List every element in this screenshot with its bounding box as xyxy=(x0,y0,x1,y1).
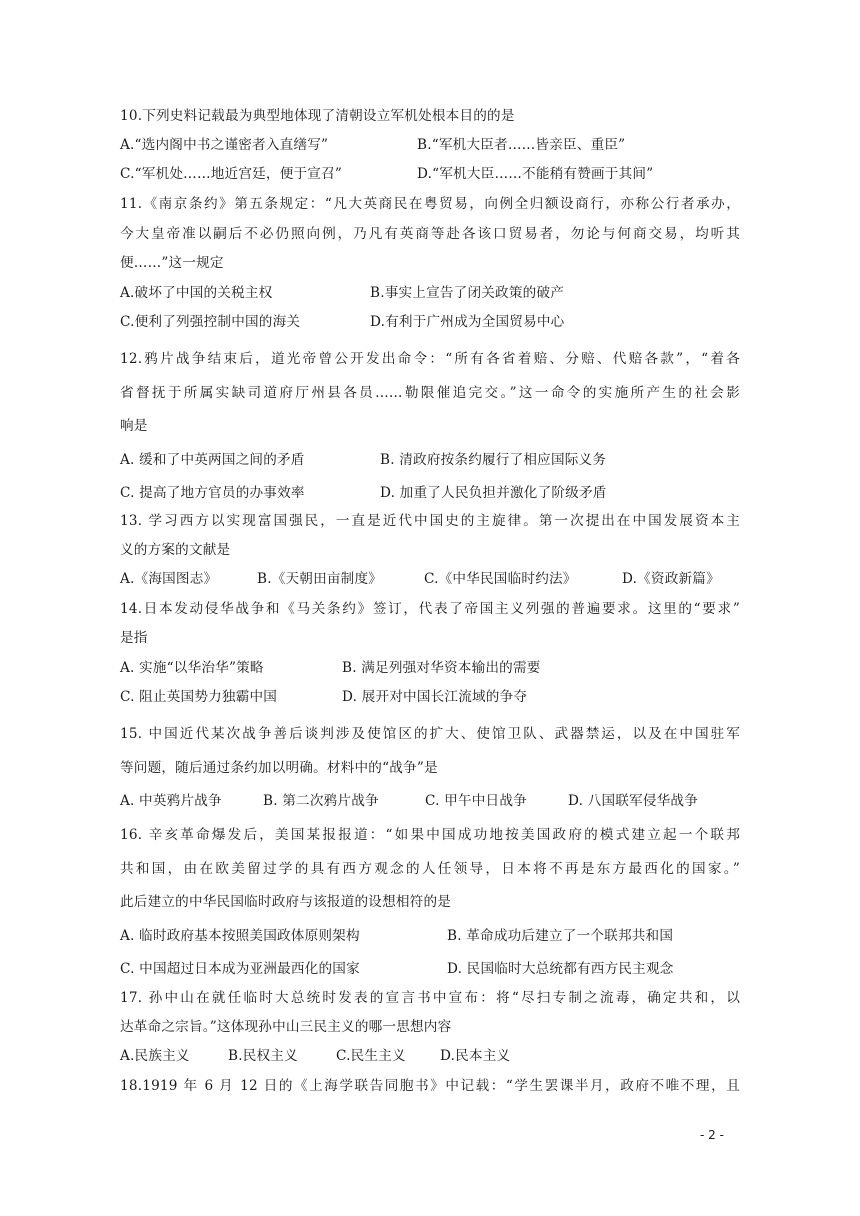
question-17-option-a: A.民族主义 xyxy=(120,1048,190,1064)
question-18-stem-line-1: 18.1919 年 6 月 12 日的《上海学联告同胞书》中记载：“学生罢课半月，政府不唯不理，且 xyxy=(120,1078,740,1094)
question-10-option-a: A.“选内阁中书之谨密者入直缮写” xyxy=(120,137,329,153)
question-11-stem-line-2: 今大皇帝准以嗣后不必仍照向例，乃凡有英商等赴各该口贸易者，勿论与何商交易，均听其 xyxy=(120,226,740,242)
question-12-stem-line-2: 省督抚于所属实缺司道府厅州县各员……勒限催追完交。”这一命令的实施所产生的社会影 xyxy=(120,385,740,401)
question-14-stem-line-2: 是指 xyxy=(120,630,148,646)
question-13-stem-line-1: 13. 学习西方以实现富国强民，一直是近代中国史的主旋律。第一次提出在中国发展资本主 xyxy=(120,513,740,529)
question-13-option-c: C.《中华民国临时约法》 xyxy=(424,571,577,587)
question-13-option-a: A.《海国图志》 xyxy=(120,571,218,587)
question-12-option-a: A. 缓和了中英两国之间的矛盾 xyxy=(120,452,305,468)
question-12-option-d: D. 加重了人民负担并激化了阶级矛盾 xyxy=(380,485,607,501)
question-12-stem-line-1: 12.鸦片战争结束后，道光帝曾公开发出命令：“所有各省着赔、分赔、代赔各款”，“着各 xyxy=(120,351,740,367)
question-15-stem-line-1: 15. 中国近代某次战争善后谈判涉及使馆区的扩大、使馆卫队、武器禁运，以及在中国驻军 xyxy=(120,726,740,742)
question-11-stem-line-1: 11.《南京条约》第五条规定：“凡大英商民在粤贸易，向例全归额设商行，亦称公行者承办， xyxy=(120,196,740,212)
question-11-stem-line-3: 便……”这一规定 xyxy=(120,255,224,271)
question-15-stem-line-2: 等问题，随后通过条约加以明确。材料中的“战争”是 xyxy=(120,760,438,776)
question-10-stem-line-1: 10.下列史料记载最为典型地体现了清朝设立军机处根本目的的是 xyxy=(120,108,515,124)
question-13-option-b: B.《天朝田亩制度》 xyxy=(257,571,383,587)
question-11-option-d: D.有利于广州成为全国贸易中心 xyxy=(370,314,565,330)
page-number: - 2 - xyxy=(700,1128,724,1142)
question-11-option-a: A.破坏了中国的关税主权 xyxy=(120,285,273,301)
question-17-option-b: B.民权主义 xyxy=(228,1048,298,1064)
question-12-option-c: C. 提高了地方官员的办事效率 xyxy=(120,485,305,501)
question-15-option-b: B. 第二次鸦片战争 xyxy=(263,793,379,809)
question-14-option-b: B. 满足列强对华资本输出的需要 xyxy=(342,660,541,676)
question-13-option-d: D.《资政新篇》 xyxy=(622,571,720,587)
question-17-option-d: D.民本主义 xyxy=(440,1048,511,1064)
question-16-stem-line-3: 此后建立的中华民国临时政府与该报道的设想相符的是 xyxy=(120,894,452,910)
question-16-option-d: D. 民国临时大总统都有西方民主观念 xyxy=(447,961,674,977)
question-15-option-d: D. 八国联军侵华战争 xyxy=(568,793,699,809)
question-14-option-a: A. 实施“以华治华”策略 xyxy=(120,660,264,676)
question-14-stem-line-1: 14.日本发动侵华战争和《马关条约》签订，代表了帝国主义列强的普遍要求。这里的“要求” xyxy=(120,601,740,617)
question-14-option-d: D. 展开对中国长江流域的争夺 xyxy=(342,689,528,705)
question-10-option-b: B.“军机大臣者……皆亲臣、重臣” xyxy=(417,137,626,153)
question-11-option-b: B.事实上宣告了闭关政策的破产 xyxy=(370,285,565,301)
question-17-option-c: C.民生主义 xyxy=(336,1048,406,1064)
question-13-stem-line-2: 义的方案的文献是 xyxy=(120,542,231,558)
question-15-option-a: A. 中英鸦片战争 xyxy=(120,793,222,809)
question-11-option-c: C.便利了列强控制中国的海关 xyxy=(120,314,301,330)
question-10-option-c: C.“军机处……地近宫廷，便于宣召” xyxy=(120,166,343,182)
question-16-option-a: A. 临时政府基本按照美国政体原则架构 xyxy=(120,928,360,944)
question-12-stem-line-3: 响是 xyxy=(120,418,148,434)
question-17-stem-line-2: 达革命之宗旨。”这体现孙中山三民主义的哪一思想内容 xyxy=(120,1019,452,1035)
question-10-option-d: D.“军机大臣……不能稍有赞画于其间” xyxy=(417,166,654,182)
question-16-option-c: C. 中国超过日本成为亚洲最西化的国家 xyxy=(120,961,360,977)
question-16-stem-line-1: 16. 辛亥革命爆发后，美国某报报道：“如果中国成功地按美国政府的模式建立起一个联邦 xyxy=(120,827,740,843)
question-15-option-c: C. 甲午中日战争 xyxy=(425,793,527,809)
question-12-option-b: B. 清政府按条约履行了相应国际义务 xyxy=(380,452,607,468)
question-16-option-b: B. 革命成功后建立了一个联邦共和国 xyxy=(447,928,674,944)
question-17-stem-line-1: 17. 孙中山在就任临时大总统时发表的宣言书中宣布：将“尽扫专制之流毒，确定共和，以 xyxy=(120,990,740,1006)
question-14-option-c: C. 阻止英国势力独霸中国 xyxy=(120,689,278,705)
question-16-stem-line-2: 共和国，由在欧美留过学的具有西方观念的人任领导，日本将不再是东方最西化的国家。” xyxy=(120,861,740,877)
